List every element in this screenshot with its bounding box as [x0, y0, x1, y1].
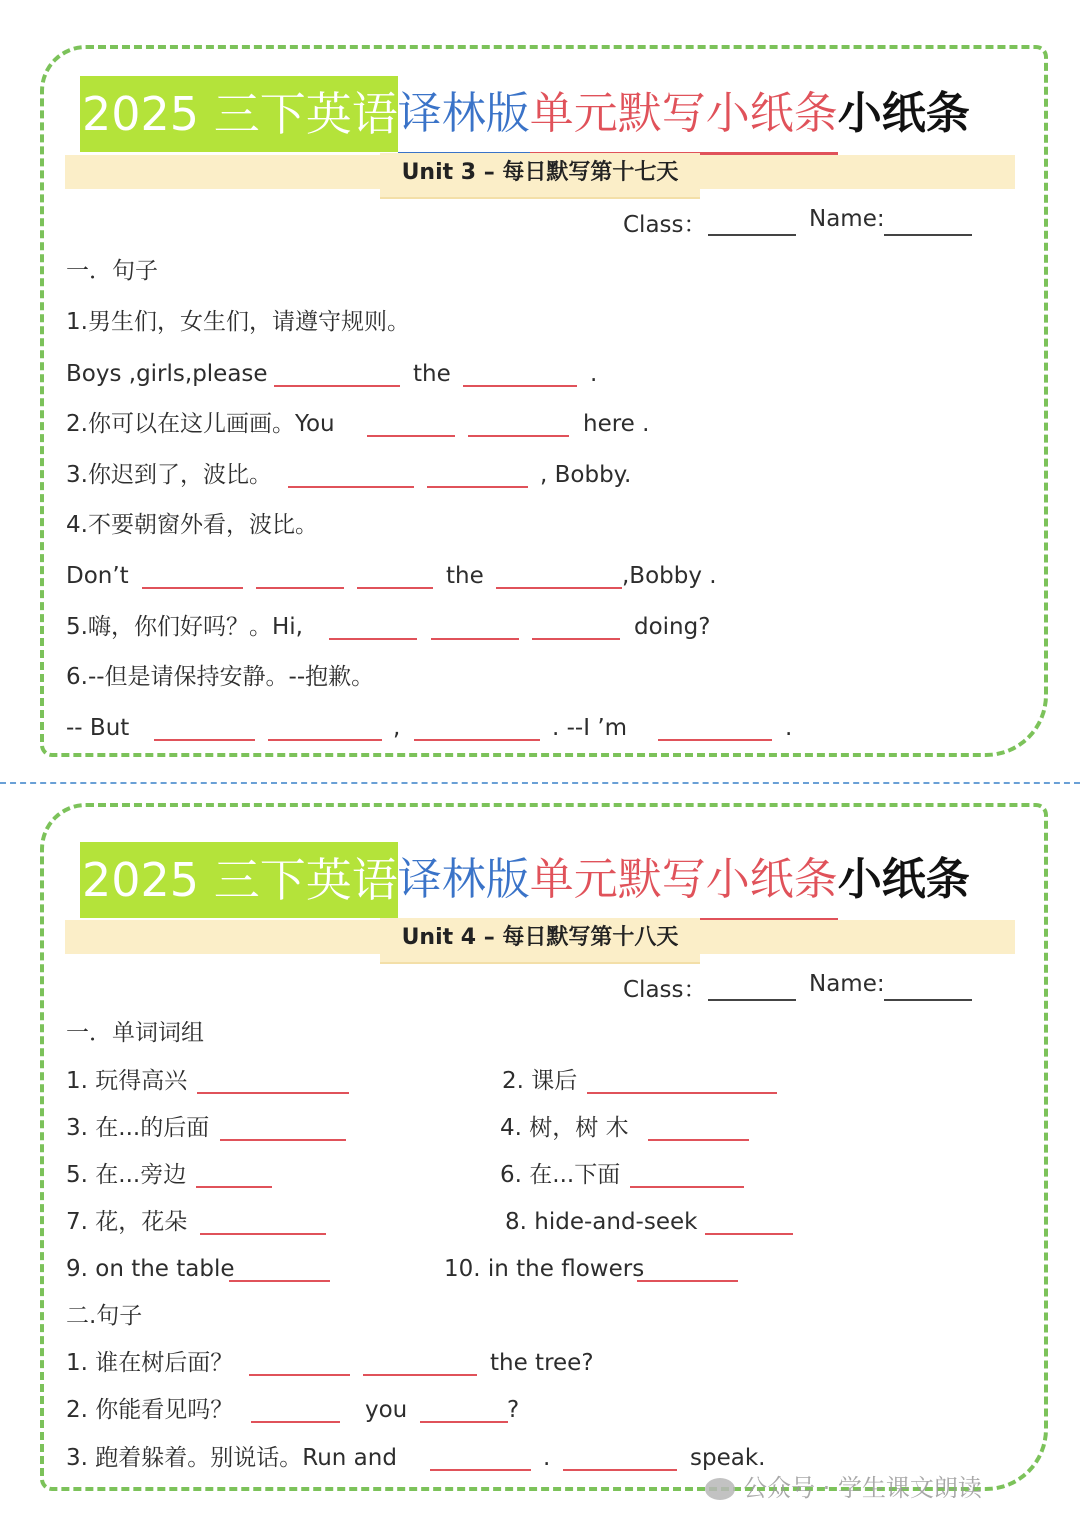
- answer-blank[interactable]: [229, 1280, 330, 1282]
- answer-blank[interactable]: [705, 1233, 793, 1235]
- word-item: 4. 树，树 木: [500, 1115, 629, 1141]
- title-year-grade: 2025 三下英语: [80, 842, 398, 918]
- sentence-5-end: doing?: [634, 614, 711, 640]
- answer-blank[interactable]: [274, 385, 400, 387]
- sentence-6-reply: . --I ’m: [552, 715, 628, 741]
- answer-blank[interactable]: [630, 1186, 744, 1188]
- answer-blank[interactable]: [431, 638, 519, 640]
- section-heading: 一．句子: [66, 258, 158, 284]
- sentence-3-chinese: 3.你迟到了，波比。: [66, 462, 272, 488]
- section-heading: 二.句子: [66, 1303, 143, 1329]
- sentence-1-text: Boys ,girls,please: [66, 361, 268, 387]
- worksheet-title: [80, 842, 970, 920]
- sentence-3-text: 3. 跑着躲着。别说话。Run and: [66, 1445, 397, 1471]
- title-year-grade: 2025 三下英语: [80, 76, 398, 152]
- subtitle-bar: [65, 155, 1015, 189]
- class-label: Class：: [623, 212, 707, 238]
- word-item: 10. in the flowers: [444, 1256, 645, 1282]
- name-blank[interactable]: [884, 999, 972, 1001]
- word-item: 7. 花，花朵: [66, 1209, 188, 1235]
- answer-blank[interactable]: [430, 1469, 531, 1471]
- answer-blank[interactable]: [251, 1421, 340, 1423]
- answer-blank[interactable]: [658, 739, 772, 741]
- wechat-icon: [705, 1478, 735, 1500]
- section-heading: 一．单词词组: [66, 1020, 204, 1046]
- class-blank[interactable]: [708, 234, 796, 236]
- answer-blank[interactable]: [288, 486, 414, 488]
- answer-blank[interactable]: [268, 739, 382, 741]
- word-item: 5. 在...旁边: [66, 1162, 187, 1188]
- title-dictation: 单元默写小纸条: [530, 76, 838, 155]
- class-label: Class：: [623, 977, 707, 1003]
- answer-blank[interactable]: [154, 739, 255, 741]
- sentence-6-text: -- But: [66, 715, 130, 741]
- sentence-2-text: 2.你可以在这儿画画。You: [66, 411, 335, 437]
- answer-blank[interactable]: [427, 486, 528, 488]
- answer-blank[interactable]: [367, 435, 455, 437]
- sentence-4-chinese: 4.不要朝窗外看，波比。: [66, 512, 318, 538]
- title-edition: 译林版: [398, 842, 530, 921]
- word-item: 1. 玩得高兴: [66, 1068, 188, 1094]
- answer-blank[interactable]: [196, 1186, 272, 1188]
- answer-blank[interactable]: [357, 587, 433, 589]
- cut-line: [0, 782, 1080, 784]
- answer-blank[interactable]: [420, 1421, 508, 1423]
- answer-blank[interactable]: [256, 587, 344, 589]
- answer-blank[interactable]: [197, 1092, 349, 1094]
- sentence-4-end: ,Bobby .: [622, 563, 717, 589]
- title-note: 小纸条: [837, 854, 970, 905]
- sentence-6-end: .: [785, 715, 793, 741]
- sentence-2-end: ?: [507, 1397, 520, 1423]
- sentence-3-end: speak.: [690, 1445, 766, 1471]
- sentence-5-text: 5.嗨，你们好吗？。Hi,: [66, 614, 303, 640]
- answer-blank[interactable]: [463, 385, 577, 387]
- word-item: 6. 在...下面: [500, 1162, 621, 1188]
- title-note: 小纸条: [837, 88, 970, 139]
- title-edition: 译林版: [398, 76, 530, 155]
- word-item: 3. 在...的后面: [66, 1115, 210, 1141]
- answer-blank[interactable]: [587, 1092, 777, 1094]
- class-blank[interactable]: [708, 999, 796, 1001]
- answer-blank[interactable]: [532, 638, 620, 640]
- name-label: Name:: [809, 971, 885, 997]
- word-item: 8. hide-and-seek: [505, 1209, 698, 1235]
- answer-blank[interactable]: [496, 587, 622, 589]
- sentence-2-end: here .: [583, 411, 650, 437]
- word-item: 9. on the table: [66, 1256, 235, 1282]
- name-label: Name:: [809, 206, 885, 232]
- title-dictation: 单元默写小纸条: [530, 842, 838, 921]
- watermark: [705, 1468, 982, 1503]
- answer-blank[interactable]: [329, 638, 417, 640]
- sentence-1-word: the: [413, 361, 451, 387]
- sentence-3-end: , Bobby.: [540, 462, 632, 488]
- sentence-2-chinese: 2. 你能看见吗？: [66, 1397, 234, 1423]
- name-blank[interactable]: [884, 234, 972, 236]
- sentence-1-end: the tree?: [490, 1350, 594, 1376]
- sentence-3-period: .: [543, 1445, 551, 1471]
- sentence-4-word: the: [446, 563, 484, 589]
- answer-blank[interactable]: [563, 1469, 677, 1471]
- answer-blank[interactable]: [200, 1233, 326, 1235]
- answer-blank[interactable]: [468, 435, 569, 437]
- subtitle: Unit 3 – 每日默写第十七天: [380, 153, 700, 199]
- subtitle-bar: [65, 920, 1015, 954]
- answer-blank[interactable]: [637, 1280, 738, 1282]
- watermark-text: 公众号 · 学生课文朗读: [743, 1474, 982, 1502]
- answer-blank[interactable]: [363, 1374, 477, 1376]
- sentence-4-text: Don’t: [66, 563, 129, 589]
- sentence-6-comma: ,: [393, 715, 401, 741]
- answer-blank[interactable]: [142, 587, 243, 589]
- sentence-1-chinese: 1. 谁在树后面？: [66, 1350, 234, 1376]
- sentence-1-chinese: 1.男生们，女生们，请遵守规则。: [66, 309, 410, 335]
- answer-blank[interactable]: [249, 1374, 350, 1376]
- answer-blank[interactable]: [414, 739, 540, 741]
- answer-blank[interactable]: [220, 1139, 346, 1141]
- subtitle: Unit 4 – 每日默写第十八天: [380, 918, 700, 964]
- answer-blank[interactable]: [648, 1139, 749, 1141]
- sentence-2-word: you: [365, 1397, 408, 1423]
- sentence-1-end: .: [590, 361, 598, 387]
- worksheet-title: [80, 76, 970, 154]
- sentence-6-chinese: 6.--但是请保持安静。--抱歉。: [66, 664, 375, 690]
- word-item: 2. 课后: [502, 1068, 578, 1094]
